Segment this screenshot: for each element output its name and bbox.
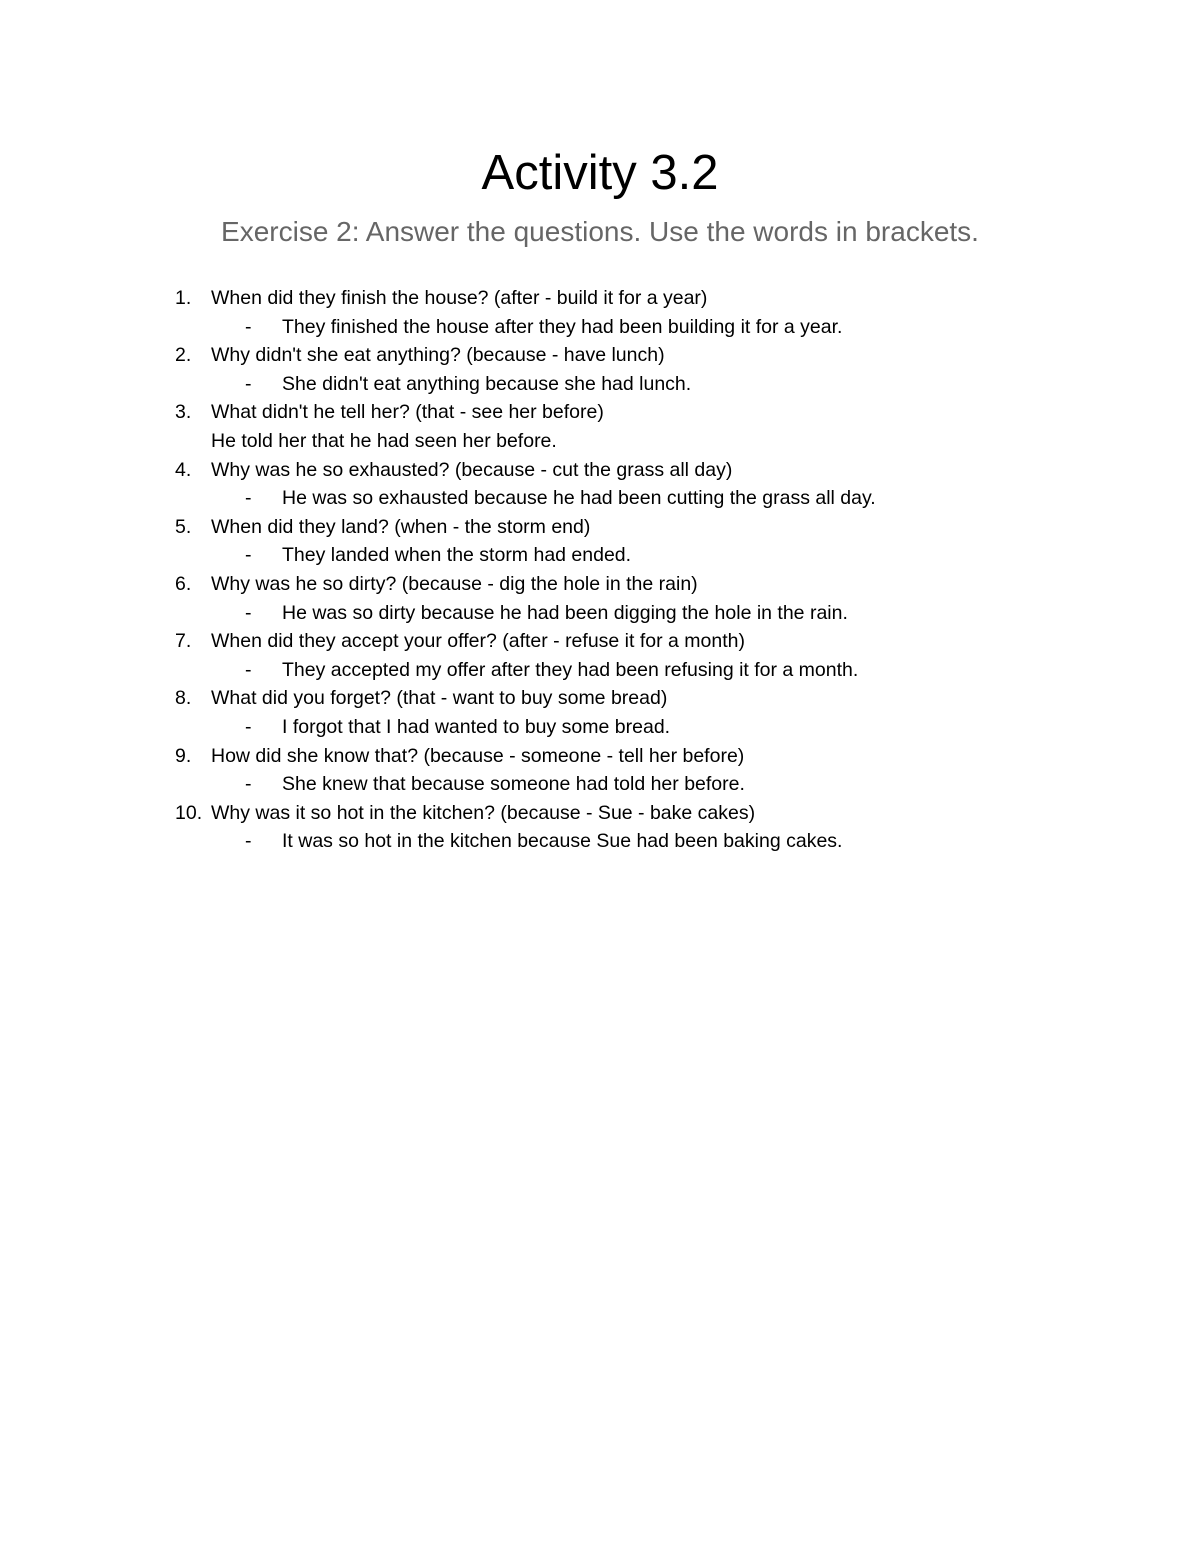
question-line [175,398,1135,427]
question-text: How did she know that? (because - someone - tell her before) [211,744,745,767]
answer-text: She didn't eat anything because she had lunch. [282,372,692,395]
list-item [175,742,1135,799]
list-item [175,799,1135,856]
answer-line [175,427,1135,456]
question-line [175,456,1135,485]
answer-line [175,541,1135,570]
answer-line [175,599,1135,628]
answer-bullet: - [245,601,252,624]
question-text: What didn't he tell her? (that - see her before) [211,401,604,424]
answer-line [175,770,1135,799]
answer-line [175,827,1135,856]
question-number: 5. [175,515,192,538]
answer-line [175,656,1135,685]
answer-text: They accepted my offer after they had been refusing it for a month. [282,658,859,681]
question-line [175,799,1135,828]
answer-line [175,370,1135,399]
question-number: 2. [175,344,192,367]
answer-text: He was so dirty because he had been digging the hole in the rain. [282,601,848,624]
question-number: 6. [175,572,192,595]
list-item [175,684,1135,741]
question-text: Why was he so dirty? (because - dig the hole in the rain) [211,572,698,595]
question-number: 8. [175,687,192,710]
question-text: When did they finish the house? (after - build it for a year) [211,287,708,309]
question-text: What did you forget? (that - want to buy some bread) [211,687,668,710]
list-item [175,398,1135,455]
answer-text: They finished the house after they had been building it for a year. [282,315,843,338]
question-text: When did they land? (when - the storm end) [211,515,591,538]
answer-text: She knew that because someone had told her before. [282,773,745,796]
answer-text: It was so hot in the kitchen because Sue had been baking cakes. [282,830,843,853]
exercise-instructions: Exercise 2: Answer the questions. Use the words in brackets. [221,216,979,247]
list-item [175,513,1135,570]
answer-text: He told her that he had seen her before. [211,429,557,452]
answer-bullet: - [245,658,252,681]
answer-bullet: - [245,372,252,395]
question-line [175,684,1135,713]
answer-bullet: - [245,487,252,510]
answer-text: I forgot that I had wanted to buy some bread. [282,715,671,738]
answer-bullet: - [245,544,252,567]
question-number: 7. [175,630,192,653]
question-line [175,627,1135,656]
list-item [175,456,1135,513]
answer-bullet: - [245,315,252,338]
answer-text: They landed when the storm had ended. [282,544,632,567]
list-item [175,341,1135,398]
question-text: Why was it so hot in the kitchen? (because - Sue - bake cakes) [211,801,756,824]
answer-line [175,313,1135,342]
question-text: When did they accept your offer? (after - refuse it for a month) [211,630,745,653]
question-line [175,284,1135,313]
question-line [175,742,1135,771]
list-item [175,570,1135,627]
question-number: 3. [175,401,192,424]
question-number: 10. [175,801,203,824]
answer-bullet: - [245,830,252,853]
list-item [175,284,1135,341]
question-number: 1. [175,287,192,309]
answer-bullet: - [245,715,252,738]
question-number: 4. [175,458,192,481]
answer-bullet: - [245,773,252,796]
answer-line [175,713,1135,742]
question-number: 9. [175,744,192,767]
list-item [175,627,1135,684]
question-line [175,341,1135,370]
page-title: Activity 3.2 [481,146,719,200]
question-text: Why didn't she eat anything? (because - have lunch) [211,344,665,367]
question-line [175,570,1135,599]
answer-text: He was so exhausted because he had been cutting the grass all day. [282,487,876,510]
question-line [175,513,1135,542]
question-text: Why was he so exhausted? (because - cut the grass all day) [211,458,733,481]
question-list [175,284,1135,856]
answer-line [175,484,1135,513]
